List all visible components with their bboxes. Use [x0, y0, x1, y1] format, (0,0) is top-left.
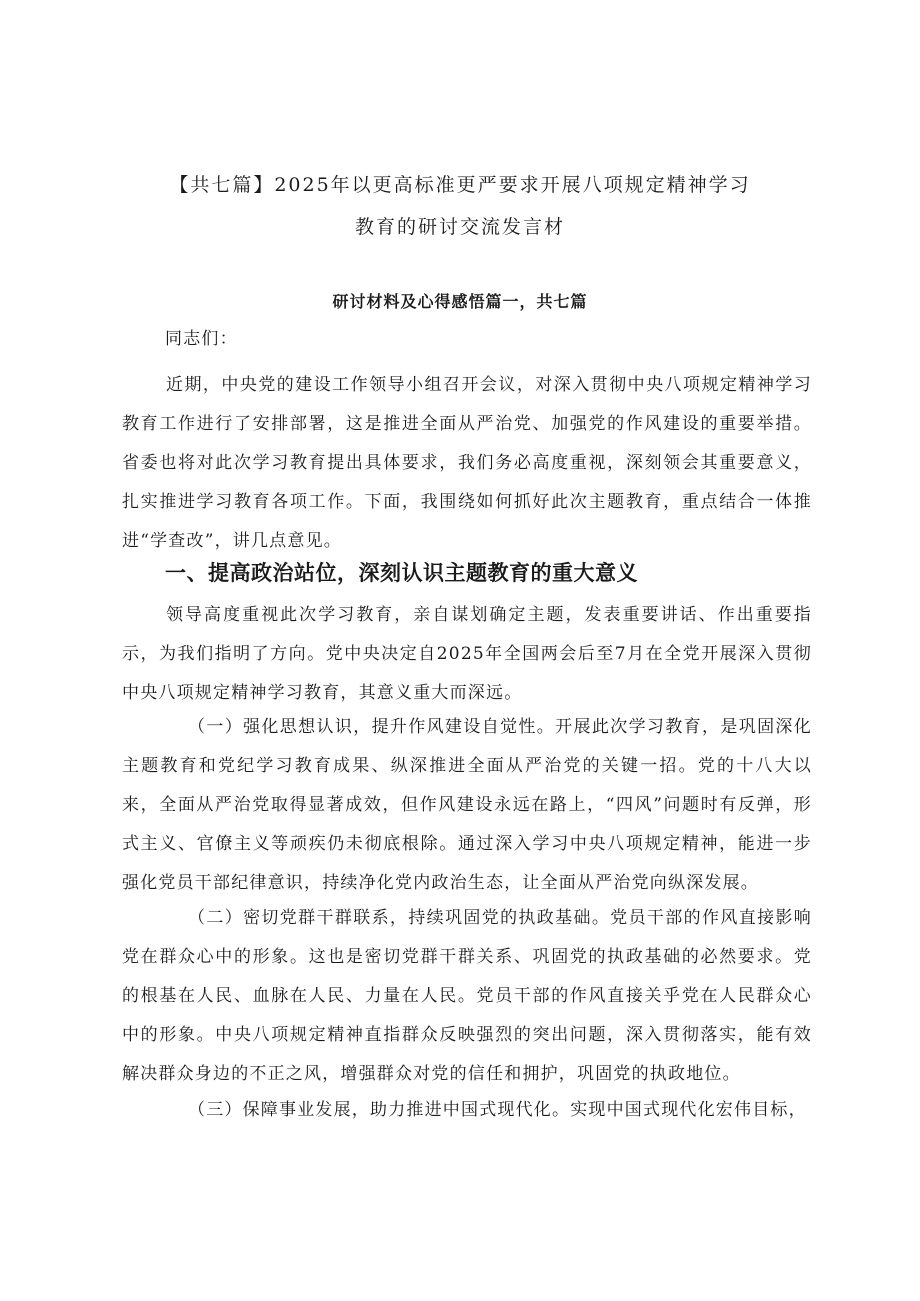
- point-2-paragraph: （二）密切党群干群联系，持续巩固党的执政基础。党员干部的作风直接影响党在群众心中的形象。这也是密切党群干群关系、巩固党的执政基础的必然要求。党的根基在人民、血脉在人民、力量在人民。党员干部的作风直接关乎党在人民群众心中的形象。中央八项规定精神直指群众反映强烈的突出问题，深入贯彻落实，能有效解决群众身边的不正之风，增强群众对党的信任和拥护，巩固党的执政地位。: [122, 908, 812, 1084]
- point-3-paragraph: （三）保障事业发展，助力推进中国式现代化。实现中国式现代化宏伟目标，: [188, 1100, 807, 1120]
- section-1-lead-paragraph: 领导高度重视此次学习教育，亲自谋划确定主题，发表重要讲话、作出重要指示，为我们指明了方向。党中央决定自2025年全国两会后至7月在全党开展深入贯彻中央八项规定精神学习教育，其意义重大而深远。: [122, 605, 812, 703]
- section-1-heading: 一、提高政治站位，深刻认识主题教育的重大意义: [165, 561, 638, 585]
- document-title-line-1: 【共七篇】2025年以更高标准更严要求开展八项规定精神学习: [169, 174, 751, 196]
- point-1-paragraph: （一）强化思想认识，提升作风建设自觉性。开展此次学习教育，是巩固深化主题教育和党纪学习教育成果、纵深推进全面从严治党的关键一招。党的十八大以来，全面从严治党取得显著成效，但作风建设永远在路上，“四风”问题时有反弹，形式主义、官僚主义等顽疾仍未彻底根除。通过深入学习中央八项规定精神，能进一步强化党员干部纪律意识，持续净化党内政治生态，让全面从严治党向纵深发展。: [122, 717, 812, 893]
- salutation: 同志们：: [165, 329, 238, 349]
- intro-paragraph: 近期，中央党的建设工作领导小组召开会议，对深入贯彻中央八项规定精神学习教育工作进行了安排部署，这是推进全面从严治党、加强党的作风建设的重要举措。省委也将对此次学习教育提出具体要求，我们务必高度重视，深刻领会其重要意义，扎实推进学习教育各项工作。下面，我围绕如何抓好此次主题教育，重点结合一体推进“学查改”，讲几点意见。: [122, 375, 812, 551]
- document-subtitle: 研讨材料及心得感悟篇一，共七篇: [332, 292, 588, 311]
- document-title-line-2: 教育的研讨交流发言材: [354, 216, 565, 238]
